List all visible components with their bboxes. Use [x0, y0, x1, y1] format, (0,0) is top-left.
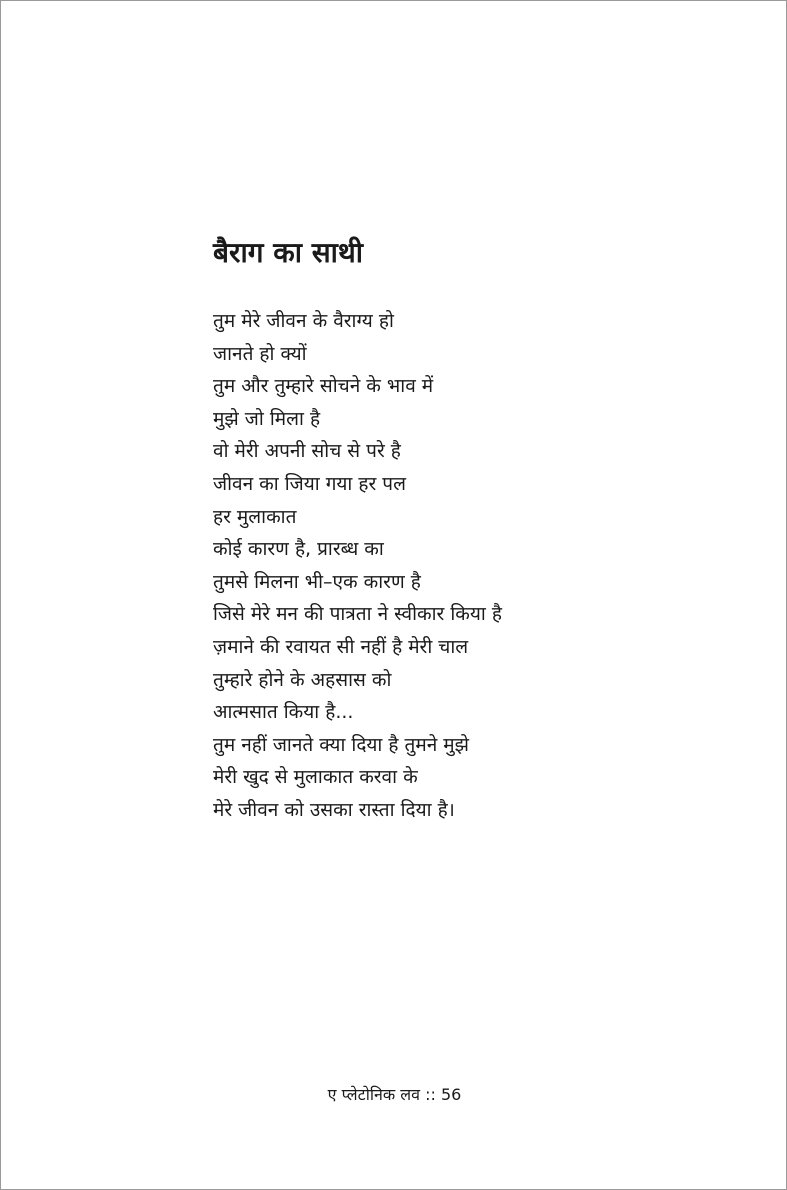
poem-line: तुम नहीं जानते क्या दिया है तुमने मुझे — [213, 733, 470, 756]
poem-line: जीवन का जिया गया हर पल — [213, 472, 406, 495]
poem-title: बैराग का साथी — [213, 236, 364, 269]
poem-line: मुझे जो मिला है — [213, 407, 321, 430]
poem-line: तुमसे मिलना भी–एक कारण है — [213, 570, 421, 593]
page-footer: ए प्लेटोनिक लव :: 56 — [327, 1085, 462, 1104]
poem-line: तुम्हारे होने के अहसास को — [213, 668, 392, 691]
poem-body — [213, 305, 502, 827]
poem-line: मेरे जीवन को उसका रास्ता दिया है। — [213, 798, 455, 821]
poem-line: तुम मेरे जीवन के वैराग्य हो — [213, 310, 394, 332]
poem-line: ज़माने की रवायत सी नहीं है मेरी चाल — [213, 635, 469, 658]
poem-line: हर मुलाकात — [213, 505, 297, 528]
poem-line: मेरी खुद से मुलाकात करवा के — [213, 766, 418, 789]
poem-line: जिसे मेरे मन की पात्रता ने स्वीकार किया है — [213, 603, 502, 626]
poem-line: तुम और तुम्हारे सोचने के भाव में — [213, 375, 434, 398]
poem-line: वो मेरी अपनी सोच से परे है — [213, 440, 401, 463]
poem-line: आत्मसात किया है... — [213, 701, 354, 724]
poem-line: जानते हो क्यों — [213, 342, 307, 365]
poem-line: कोई कारण है, प्रारब्ध का — [213, 538, 384, 561]
